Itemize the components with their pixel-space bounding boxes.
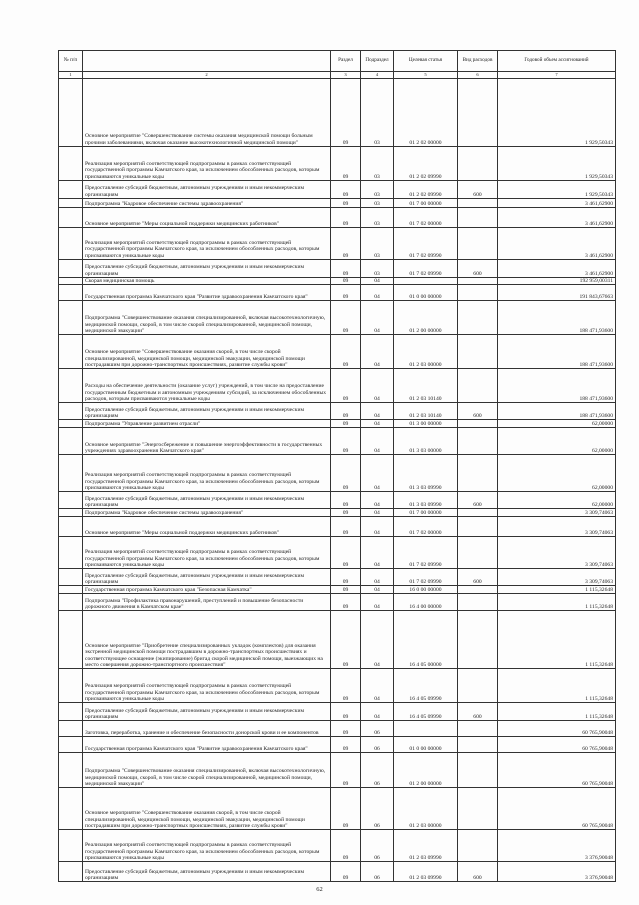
row-razdel: 09	[331, 79, 361, 147]
row-target-article: 01 7 02 09990	[394, 569, 458, 586]
budget-allocation-table	[58, 50, 616, 882]
row-amount: 62,00000	[498, 428, 616, 455]
col-number: 7	[498, 72, 616, 79]
row-podrazdel: 04	[361, 301, 394, 335]
row-name: Подпрограмма "Управление развитием отрасли"	[83, 420, 331, 428]
row-number	[59, 301, 83, 335]
row-name: Реализация мероприятий соответствующей подпрограммы в рамках соответствующей государственной программы Камчатского края, за исключением обособленных расходов, которым присваиваются уникальные коды	[83, 147, 331, 181]
row-name: Предоставление субсидий бюджетным, автономным учреждениям и иным некоммерческим организациям	[83, 492, 331, 509]
row-target-article: 01 7 02 09990	[394, 228, 458, 260]
table-row	[59, 228, 616, 260]
table-row	[59, 147, 616, 181]
col-header-expense-type: Вид расходов	[458, 51, 498, 72]
row-target-article: 16 4 00 00000	[394, 594, 458, 611]
row-razdel: 09	[331, 147, 361, 181]
row-number	[59, 611, 83, 669]
row-number	[59, 569, 83, 586]
table-row	[59, 278, 616, 285]
row-amount: 3 461,62900	[498, 208, 616, 228]
row-number	[59, 428, 83, 455]
row-target-article: 01 2 03 09990	[394, 862, 458, 882]
row-amount: 1 115,32648	[498, 594, 616, 611]
row-number	[59, 285, 83, 301]
row-razdel: 09	[331, 721, 361, 737]
row-number	[59, 788, 83, 830]
table-row	[59, 721, 616, 737]
row-razdel: 09	[331, 788, 361, 830]
col-header-target-article: Целевая статья	[394, 51, 458, 72]
row-razdel: 09	[331, 586, 361, 594]
row-target-article: 01 7 02 00000	[394, 208, 458, 228]
row-target-article: 01 7 02 09990	[394, 260, 458, 278]
row-number	[59, 420, 83, 428]
row-name: Государственная программа Камчатского края "Развитие здравоохранения Камчатского края"	[83, 737, 331, 753]
row-amount: 60 765,90048	[498, 721, 616, 737]
row-target-article	[394, 278, 458, 285]
row-amount: 1 929,50343	[498, 147, 616, 181]
row-target-article: 01 3 03 09990	[394, 455, 458, 492]
row-razdel: 09	[331, 420, 361, 428]
row-podrazdel: 06	[361, 788, 394, 830]
row-razdel: 09	[331, 260, 361, 278]
row-target-article: 01 2 00 00000	[394, 301, 458, 335]
row-podrazdel: 04	[361, 669, 394, 703]
row-expense-type: 600	[458, 492, 498, 509]
table-row	[59, 669, 616, 703]
table-row	[59, 586, 616, 594]
row-razdel: 09	[331, 611, 361, 669]
row-name: Государственная программа Камчатского края "Развитие здравоохранения Камчатского края"	[83, 285, 331, 301]
row-podrazdel: 04	[361, 517, 394, 537]
row-razdel: 09	[331, 369, 361, 403]
table-row	[59, 703, 616, 721]
row-target-article: 01 2 00 00000	[394, 753, 458, 788]
row-razdel: 09	[331, 403, 361, 420]
row-expense-type	[458, 228, 498, 260]
row-expense-type	[458, 517, 498, 537]
col-header-annual-amount: Годовой объем ассигнований	[498, 51, 616, 72]
row-number	[59, 79, 83, 147]
row-razdel: 09	[331, 208, 361, 228]
row-razdel: 09	[331, 737, 361, 753]
row-target-article: 01 0 00 00000	[394, 737, 458, 753]
row-expense-type: 600	[458, 569, 498, 586]
row-amount: 60 765,90048	[498, 753, 616, 788]
column-number-row	[59, 72, 616, 79]
row-amount: 60 765,90048	[498, 788, 616, 830]
row-podrazdel: 04	[361, 369, 394, 403]
row-expense-type	[458, 301, 498, 335]
row-number	[59, 517, 83, 537]
table-row	[59, 403, 616, 420]
row-razdel: 09	[331, 594, 361, 611]
page-number: 62	[316, 886, 323, 893]
row-expense-type	[458, 753, 498, 788]
row-name: Подпрограмма "Кадровое обеспечение системы здравоохранения"	[83, 509, 331, 517]
row-podrazdel: 06	[361, 753, 394, 788]
row-podrazdel: 04	[361, 428, 394, 455]
row-podrazdel: 03	[361, 181, 394, 199]
row-amount: 188 471,93600	[498, 335, 616, 369]
row-target-article: 01 2 03 10140	[394, 403, 458, 420]
table-row	[59, 301, 616, 335]
row-podrazdel: 03	[361, 199, 394, 208]
row-number	[59, 721, 83, 737]
row-amount: 3 309,74063	[498, 569, 616, 586]
row-name: Предоставление субсидий бюджетным, автономным учреждениям и иным некоммерческим организациям	[83, 260, 331, 278]
row-amount: 3 309,74063	[498, 509, 616, 517]
row-expense-type	[458, 147, 498, 181]
row-name: Предоставление субсидий бюджетным, автономным учреждениям и иным некоммерческим организациям	[83, 569, 331, 586]
row-podrazdel: 04	[361, 420, 394, 428]
row-razdel: 09	[331, 335, 361, 369]
row-razdel: 09	[331, 228, 361, 260]
row-podrazdel: 06	[361, 830, 394, 862]
row-podrazdel: 04	[361, 285, 394, 301]
row-amount: 3 461,62900	[498, 199, 616, 208]
row-amount: 3 309,74063	[498, 537, 616, 569]
table-row	[59, 611, 616, 669]
table-body	[59, 79, 616, 882]
row-target-article: 01 3 00 00000	[394, 420, 458, 428]
row-podrazdel: 04	[361, 492, 394, 509]
row-expense-type	[458, 537, 498, 569]
row-target-article: 01 7 00 00000	[394, 509, 458, 517]
row-podrazdel: 06	[361, 862, 394, 882]
row-amount: 1 929,50343	[498, 181, 616, 199]
row-expense-type	[458, 420, 498, 428]
row-expense-type	[458, 278, 498, 285]
row-expense-type	[458, 586, 498, 594]
row-expense-type	[458, 455, 498, 492]
row-podrazdel: 04	[361, 455, 394, 492]
table-row	[59, 208, 616, 228]
row-number	[59, 830, 83, 862]
table-row	[59, 335, 616, 369]
table-row	[59, 420, 616, 428]
table-row	[59, 260, 616, 278]
row-podrazdel: 04	[361, 335, 394, 369]
row-razdel: 09	[331, 669, 361, 703]
row-expense-type: 600	[458, 260, 498, 278]
row-name: Реализация мероприятий соответствующей подпрограммы в рамках соответствующей государственной программы Камчатского края, за исключением обособленных расходов, которым присваиваются уникальные коды	[83, 830, 331, 862]
row-name: Предоставление субсидий бюджетным, автономным учреждениям и иным некоммерческим организациям	[83, 181, 331, 199]
row-expense-type	[458, 285, 498, 301]
row-amount: 192 959,00311	[498, 278, 616, 285]
row-target-article: 16 4 05 09990	[394, 703, 458, 721]
row-razdel: 09	[331, 862, 361, 882]
row-podrazdel: 04	[361, 569, 394, 586]
table-row	[59, 369, 616, 403]
row-expense-type	[458, 594, 498, 611]
row-target-article: 01 7 02 00000	[394, 517, 458, 537]
row-expense-type	[458, 428, 498, 455]
row-target-article: 01 3 03 00000	[394, 428, 458, 455]
row-amount: 1 929,50343	[498, 79, 616, 147]
row-number	[59, 403, 83, 420]
row-number	[59, 278, 83, 285]
row-amount: 191 843,67663	[498, 285, 616, 301]
row-target-article: 01 0 00 00000	[394, 285, 458, 301]
row-number	[59, 147, 83, 181]
row-expense-type	[458, 79, 498, 147]
row-razdel: 09	[331, 278, 361, 285]
table-row	[59, 285, 616, 301]
row-razdel: 09	[331, 830, 361, 862]
row-number	[59, 586, 83, 594]
col-header-number: № п/п	[59, 51, 83, 72]
row-name: Предоставление субсидий бюджетным, автономным учреждениям и иным некоммерческим организациям	[83, 403, 331, 420]
row-amount: 3 461,62900	[498, 228, 616, 260]
row-amount: 62,00000	[498, 455, 616, 492]
table-row	[59, 753, 616, 788]
row-amount: 188 471,93600	[498, 403, 616, 420]
row-razdel: 09	[331, 181, 361, 199]
row-expense-type	[458, 369, 498, 403]
row-target-article: 01 7 00 00000	[394, 199, 458, 208]
row-number	[59, 669, 83, 703]
row-name: Основное мероприятие "Совершенствование оказания скорой, в том числе скорой специализированной, медицинской помощи, медицинской эвакуации, медицинской помощи пострадавшим при дорожно-транспортных происшествиях, развитие службы крови"	[83, 335, 331, 369]
row-number	[59, 594, 83, 611]
row-target-article: 01 2 02 00000	[394, 79, 458, 147]
row-name: Предоставление субсидий бюджетным, автономным учреждениям и иным некоммерческим организациям	[83, 703, 331, 721]
row-razdel: 09	[331, 285, 361, 301]
row-expense-type	[458, 509, 498, 517]
row-expense-type: 600	[458, 403, 498, 420]
row-podrazdel: 04	[361, 594, 394, 611]
row-number	[59, 199, 83, 208]
row-expense-type: 600	[458, 862, 498, 882]
row-number	[59, 260, 83, 278]
row-number	[59, 208, 83, 228]
row-name: Основное мероприятие "Энергосбережение и повышение энергоэффективности в государственных учреждениях здравоохранения Камчатского края"	[83, 428, 331, 455]
table-row	[59, 788, 616, 830]
row-target-article: 01 3 03 09990	[394, 492, 458, 509]
row-razdel: 09	[331, 492, 361, 509]
row-razdel: 09	[331, 517, 361, 537]
row-target-article	[394, 721, 458, 737]
row-target-article: 01 2 03 00000	[394, 788, 458, 830]
row-name: Подпрограмма "Кадровое обеспечение системы здравоохранения"	[83, 199, 331, 208]
row-razdel: 09	[331, 537, 361, 569]
row-razdel: 09	[331, 703, 361, 721]
row-razdel: 09	[331, 569, 361, 586]
row-target-article: 01 2 02 09990	[394, 147, 458, 181]
row-podrazdel: 03	[361, 260, 394, 278]
row-name: Основное мероприятие "Меры социальной поддержки медицинских работников"	[83, 517, 331, 537]
row-podrazdel: 04	[361, 403, 394, 420]
row-podrazdel: 04	[361, 278, 394, 285]
row-target-article: 16 0 00 00000	[394, 586, 458, 594]
row-expense-type	[458, 830, 498, 862]
row-target-article: 01 2 03 09990	[394, 830, 458, 862]
row-razdel: 09	[331, 301, 361, 335]
table-header-row	[59, 51, 616, 72]
row-name: Заготовка, переработка, хранение и обеспечение безопасности донорской крови и ее компонентов	[83, 721, 331, 737]
row-name: Скорая медицинская помощь	[83, 278, 331, 285]
table-row	[59, 199, 616, 208]
row-target-article: 16 4 05 00000	[394, 611, 458, 669]
row-name: Предоставление субсидий бюджетным, автономным учреждениям и иным некоммерческим организациям	[83, 862, 331, 882]
table-row	[59, 509, 616, 517]
row-number	[59, 737, 83, 753]
row-name: Подпрограмма "Совершенствование оказания специализированной, включая высокотехнологичную, медицинской помощи, скорой, в том числе скорой специализированной, медицинской помощи, медицинской эвакуации"	[83, 753, 331, 788]
row-number	[59, 703, 83, 721]
row-amount: 3 309,74063	[498, 517, 616, 537]
row-number	[59, 369, 83, 403]
row-name: Основное мероприятие "Совершенствование системы оказания медицинской помощи больным прочими заболеваниями, включая оказание высокотехнологичной медицинской помощи"	[83, 79, 331, 147]
col-header-name	[83, 51, 331, 72]
row-name: Государственная программа Камчатского края "Безопасная Камчатка"	[83, 586, 331, 594]
row-number	[59, 455, 83, 492]
row-name: Реализация мероприятий соответствующей подпрограммы в рамках соответствующей государственной программы Камчатского края, за исключением обособленных расходов, которым присваиваются уникальные коды	[83, 455, 331, 492]
row-amount: 1 115,32648	[498, 669, 616, 703]
row-number	[59, 509, 83, 517]
row-number	[59, 537, 83, 569]
row-expense-type	[458, 335, 498, 369]
row-amount: 3 376,90048	[498, 862, 616, 882]
row-number	[59, 228, 83, 260]
col-number: 4	[361, 72, 394, 79]
row-number	[59, 753, 83, 788]
row-target-article: 16 4 05 09990	[394, 669, 458, 703]
row-target-article: 01 2 03 00000	[394, 335, 458, 369]
row-amount: 62,00000	[498, 420, 616, 428]
col-number: 5	[394, 72, 458, 79]
row-expense-type	[458, 788, 498, 830]
row-name: Подпрограмма "Совершенствование оказания специализированной, включая высокотехнологичную, медицинской помощи, скорой, в том числе скорой специализированной, медицинской помощи, медицинской эвакуации"	[83, 301, 331, 335]
row-amount: 3 461,62900	[498, 260, 616, 278]
row-amount: 60 765,90048	[498, 737, 616, 753]
row-expense-type: 600	[458, 703, 498, 721]
row-podrazdel: 04	[361, 509, 394, 517]
row-amount: 1 115,32648	[498, 703, 616, 721]
row-name: Расходы на обеспечение деятельности (оказание услуг) учреждений, в том числе на предоставление государственным бюджетным и автономным учреждениям субсидий, за исключением обособленных расходов, которым присваиваются уникальные коды	[83, 369, 331, 403]
row-razdel: 09	[331, 199, 361, 208]
row-number	[59, 862, 83, 882]
row-name: Основное мероприятие "Совершенствование оказания скорой, в том числе скорой специализированной, медицинской помощи, медицинской эвакуации, медицинской помощи пострадавшим при дорожно-транспортных происшествиях, развитие службы крови"	[83, 788, 331, 830]
row-expense-type	[458, 611, 498, 669]
row-target-article: 01 2 03 10140	[394, 369, 458, 403]
row-podrazdel: 04	[361, 611, 394, 669]
table-row	[59, 830, 616, 862]
table-row	[59, 517, 616, 537]
row-amount: 3 376,90048	[498, 830, 616, 862]
row-razdel: 09	[331, 753, 361, 788]
table-row	[59, 537, 616, 569]
col-number: 1	[59, 72, 83, 79]
row-amount: 1 115,32648	[498, 611, 616, 669]
row-podrazdel: 03	[361, 147, 394, 181]
row-podrazdel: 03	[361, 228, 394, 260]
col-header-podrazdel: Подраздел	[361, 51, 394, 72]
row-razdel: 09	[331, 455, 361, 492]
row-target-article: 01 2 02 09990	[394, 181, 458, 199]
table-row	[59, 569, 616, 586]
row-podrazdel: 04	[361, 586, 394, 594]
row-number	[59, 181, 83, 199]
row-expense-type	[458, 208, 498, 228]
row-podrazdel: 04	[361, 537, 394, 569]
table-row	[59, 737, 616, 753]
row-amount: 1 115,32648	[498, 586, 616, 594]
row-name: Реализация мероприятий соответствующей подпрограммы в рамках соответствующей государственной программы Камчатского края, за исключением обособленных расходов, которым присваиваются уникальные коды	[83, 537, 331, 569]
row-podrazdel: 03	[361, 79, 394, 147]
row-name: Основное мероприятие "Меры социальной поддержки медицинских работников"	[83, 208, 331, 228]
row-expense-type	[458, 669, 498, 703]
row-target-article: 01 7 02 09990	[394, 537, 458, 569]
row-amount: 188 471,93600	[498, 369, 616, 403]
row-expense-type	[458, 737, 498, 753]
row-number	[59, 492, 83, 509]
table-row	[59, 428, 616, 455]
row-name: Реализация мероприятий соответствующей подпрограммы в рамках соответствующей государственной программы Камчатского края, за исключением обособленных расходов, которым присваиваются уникальные коды	[83, 669, 331, 703]
table-row	[59, 492, 616, 509]
table-row	[59, 594, 616, 611]
row-podrazdel: 06	[361, 721, 394, 737]
row-name: Подпрограмма "Профилактика правонарушений, преступлений и повышение безопасности дорожного движения в Камчатском крае"	[83, 594, 331, 611]
row-razdel: 09	[331, 428, 361, 455]
row-razdel: 09	[331, 509, 361, 517]
row-number	[59, 335, 83, 369]
table-row	[59, 455, 616, 492]
col-number: 6	[458, 72, 498, 79]
row-amount: 188 471,93600	[498, 301, 616, 335]
row-podrazdel: 04	[361, 703, 394, 721]
row-expense-type	[458, 721, 498, 737]
row-podrazdel: 06	[361, 737, 394, 753]
row-podrazdel: 03	[361, 208, 394, 228]
row-amount: 62,00000	[498, 492, 616, 509]
col-header-razdel: Раздел	[331, 51, 361, 72]
row-name: Основное мероприятие "Приобретение специализированных укладок (комплектов) для оказания экстренной медицинской помощи пострадавшим в дорожно-транспортных происшествиях и соответствующее оснащение (экипирование) бригад скорой медицинской помощи, выезжающих на место совершения дорожно-транспортного происшествия"	[83, 611, 331, 669]
table-row	[59, 181, 616, 199]
row-expense-type	[458, 199, 498, 208]
table-row	[59, 862, 616, 882]
table-row	[59, 79, 616, 147]
row-name: Реализация мероприятий соответствующей подпрограммы в рамках соответствующей государственной программы Камчатского края, за исключением обособленных расходов, которым присваиваются уникальные коды	[83, 228, 331, 260]
row-expense-type: 600	[458, 181, 498, 199]
col-number: 2	[83, 72, 331, 79]
col-number: 3	[331, 72, 361, 79]
